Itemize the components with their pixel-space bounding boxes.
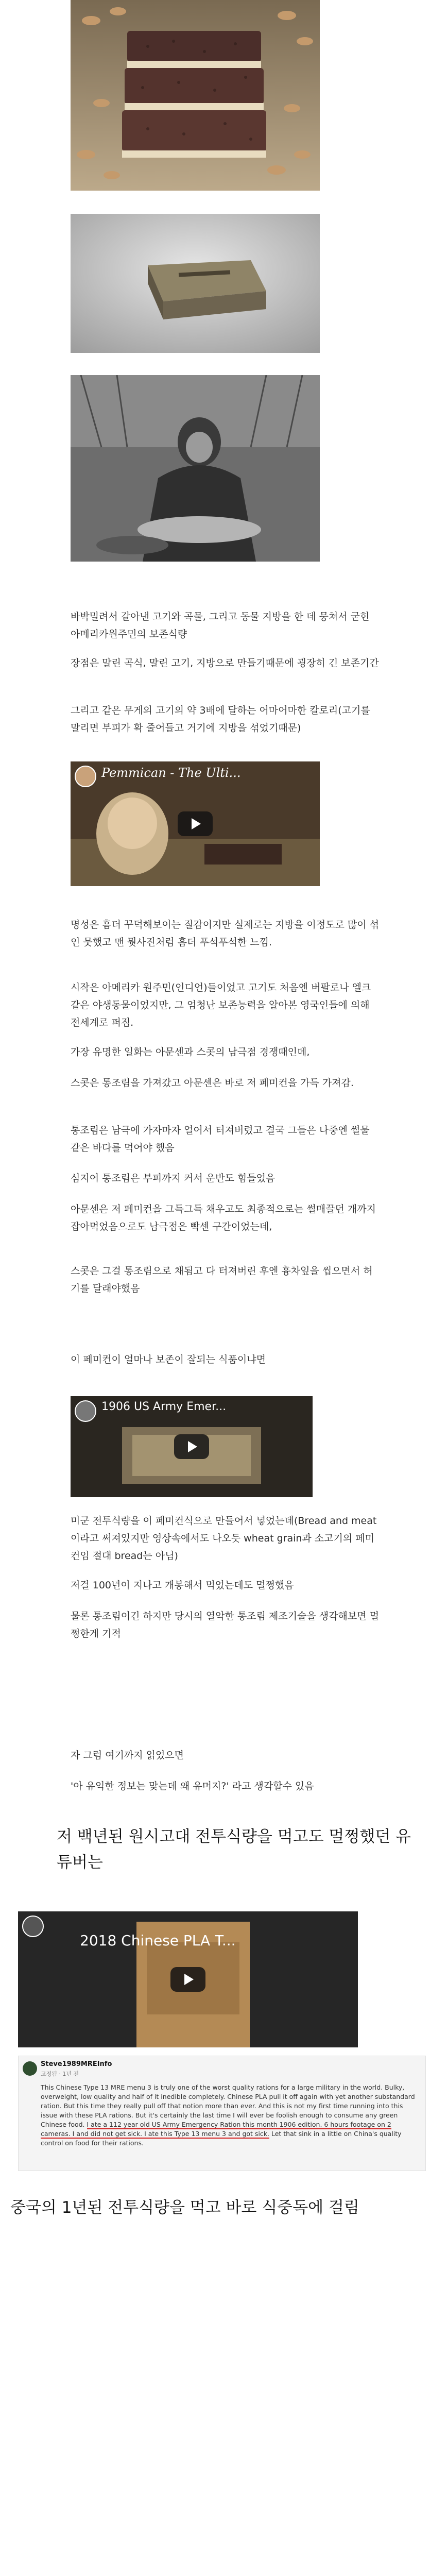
heading-food-poisoning: 중국의 1년된 전투식량을 먹고 바로 식중독에 걸림: [10, 2198, 359, 2217]
paragraph-famous-story: 가장 유명한 일화는 아문센과 스콧의 남극점 경쟁때인데,: [71, 1046, 310, 1058]
paragraph-texture: 명성은 흠더 꾸덕해보이는 질감이지만 실제로는 지방을 이정도로 많이 섞인 뭇했고 맨 뭣사진처럼 흠더 푸석푸석한 느낌.: [71, 919, 379, 948]
video-embed-army-ration[interactable]: [71, 1396, 313, 1497]
comment-text-tail: Let that sink in a little on China's quality control on food for their rations.: [41, 2130, 402, 2147]
channel-avatar[interactable]: [75, 1400, 96, 1422]
video-title[interactable]: Pemmican - The Ulti...: [101, 766, 241, 780]
video-embed-chinese-pla[interactable]: [18, 1911, 358, 2047]
paragraph-amundsen-dogs: 아문센은 저 페미컨을 그득그득 채우고도 최종적으로는 썰매끌던 개까지 잡아먹었음으로도 남극점은 빡센 구간이었는데,: [71, 1204, 376, 1232]
youtube-comment: [18, 2056, 426, 2171]
paragraph-preservation: 이 페미컨이 얼마나 보존이 잘되는 식품이냐면: [71, 1354, 266, 1365]
pemmican-bars-photo: [71, 0, 320, 191]
comment-avatar: [23, 2061, 37, 2076]
video-title[interactable]: 2018 Chinese PLA T...: [80, 1932, 236, 1949]
paragraph-definition: 바박밀려서 갈아낸 고기와 곡물, 그리고 동물 지방을 한 데 뭉쳐서 굳힌 아메리카원주민의 보존식량: [71, 611, 370, 640]
play-button-icon[interactable]: [170, 1967, 205, 1992]
pemmican-brick-photo: [71, 214, 320, 353]
paragraph-scott-amundsen: 스콧은 통조림을 가져갔고 아문센은 바로 저 페미컨을 가득 가져감.: [71, 1077, 354, 1089]
paragraph-so-far: 자 그럼 여기까지 읽었으면: [71, 1750, 184, 1761]
heading-youtuber: 저 백년된 원시고대 전투식량을 먹고도 멀쩡했던 유튜버는: [57, 1827, 411, 1872]
old-woman-photo: [71, 375, 320, 562]
play-button-icon[interactable]: [174, 1434, 209, 1459]
paragraph-us-army: 미군 전투식량을 이 페미컨식으로 만들어서 넣었는데(Bread and meat이라고 써져있지만 영상속에서도 나오듯 wheat grain과 소고기의 페미컨임 절대 bread는 아님): [71, 1515, 377, 1562]
channel-avatar[interactable]: [22, 1916, 44, 1937]
comment-author[interactable]: Steve1989MREInfo: [41, 2060, 112, 2068]
comment-text-highlight: I ate a 112 year old US Army Emergency Ration this month 1906 edition. 6 hours footage on 2 cameras. I and did not get sick. I ate this Type 13 menu 3 and got sick.: [41, 2121, 391, 2138]
paragraph-why-humor: '아 유익한 정보는 맞는데 왜 유머지?' 라고 생각할수 있음: [71, 1781, 314, 1792]
play-button-icon[interactable]: [178, 811, 213, 836]
paragraph-cans-bulky: 심지어 통조림은 부피까지 커서 운반도 힘들었음: [71, 1173, 276, 1184]
paragraph-calories: 그리고 같은 무게의 고기의 약 3배에 달하는 어마어마한 칼로리(고기를 말리면 부피가 확 줄어들고 거기에 지방을 섞었기때문): [71, 705, 370, 734]
channel-avatar[interactable]: [75, 766, 96, 787]
paragraph-miracle: 물론 통조림이긴 하지만 당시의 열악한 통조림 제조기술을 생각해보면 멀쩡한게 기적: [71, 1611, 379, 1639]
video-embed-pemmican[interactable]: [71, 761, 320, 886]
video-title[interactable]: 1906 US Army Emer...: [101, 1400, 227, 1413]
paragraph-scott-hunger: 스콧은 그걸 통조림으로 채됨고 다 터져버린 후엔 흉차잎을 씹으면서 허기를 달래야했음: [71, 1265, 373, 1294]
paragraph-advantage: 장점은 말린 곡식, 말린 고기, 지방으로 만들기때문에 굉장히 긴 보존기간: [71, 657, 379, 669]
paragraph-cans-frozen: 통조림은 남극에 가자마자 얼어서 터져버렸고 결국 그들은 나중엔 썰물 같은 바다를 먹어야 했음: [71, 1125, 370, 1154]
paragraph-origin: 시작은 아메리카 원주민(인디언)들이었고 고기도 처음엔 버팔로나 엘크같은 야생동물이었지만, 그 엄청난 보존능력을 알아본 영국인들에 의해 전세계로 퍼짐.: [71, 982, 371, 1028]
paragraph-100-years: 저걸 100년이 지나고 개봉해서 먹었는데도 멀쩡했음: [71, 1580, 294, 1591]
comment-meta: 고정됨 · 1년 전: [41, 2071, 79, 2077]
comment-text-main: This Chinese Type 13 MRE menu 3 is truly one of the worst quality rations for a large military in the world. Bulky, overweight, low quality and half of it inedible completely. Chinese PLA pull it off again with yet another substandard ration. But this time they really pull off that notion more than ever. And this is not my first time running into this issue with these PLA rations. But it's certainly the last time I will ever be foolish enough to consume any green Chinese food.: [41, 2083, 415, 2128]
comment-body: [41, 2083, 417, 2148]
